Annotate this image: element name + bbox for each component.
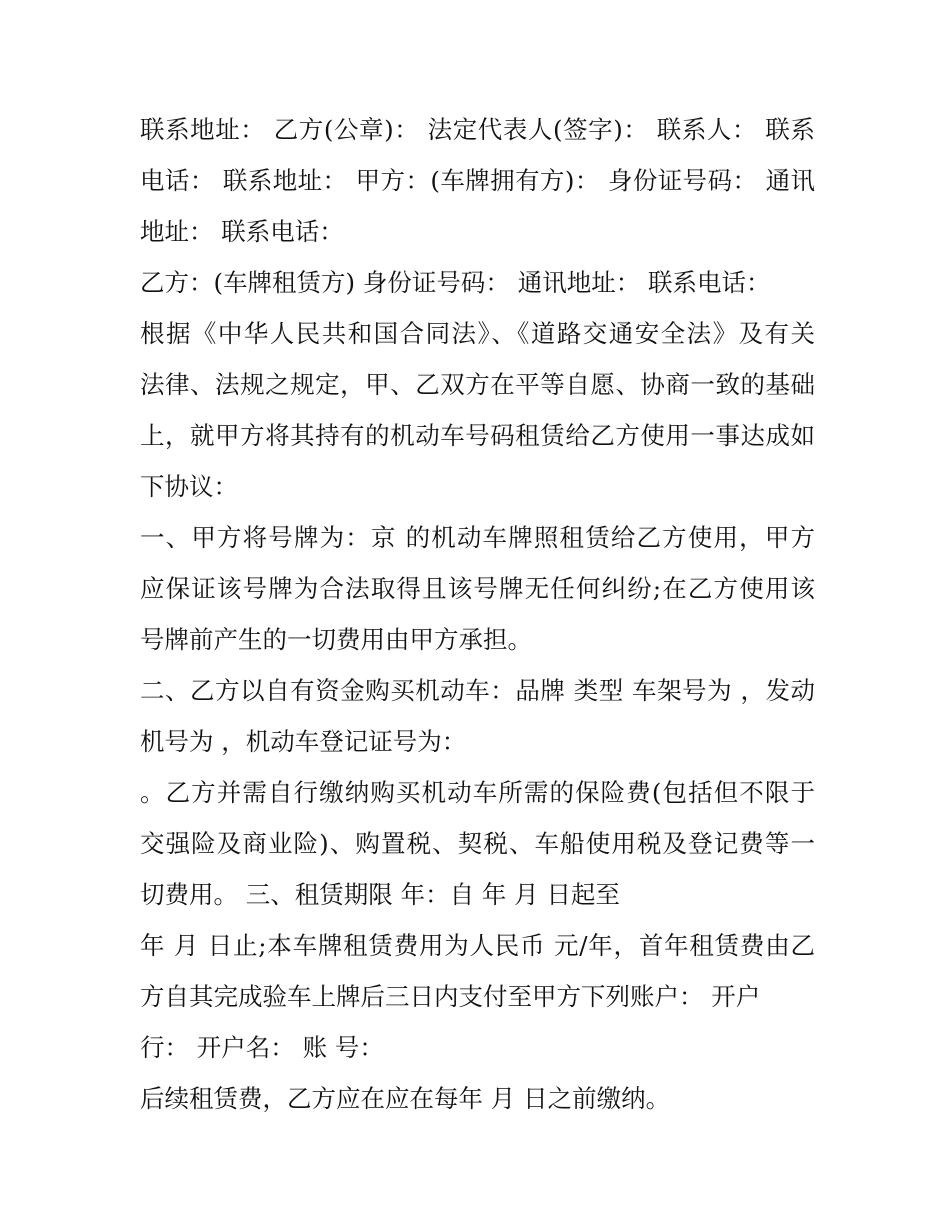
text-line: 方自其完成验车上牌后三日内支付至甲方下列账户： 开户 [140,982,761,1011]
text-line: 号牌前产生的一切费用由甲方承担。 [140,625,532,654]
text-line: 地址： 联系电话： [140,217,344,246]
text-line: 联系地址： 乙方(公章)： 法定代表人(签字)： 联系人： 联系 [140,115,815,144]
text-line: 机号为 ，机动车登记证号为： [140,727,467,756]
text-line: 二、乙方以自有资金购买机动车：品牌 类型 车架号为 ，发动 [140,676,815,705]
text-line: 上，就甲方将其持有的机动车号码租赁给乙方使用一事达成如 [140,421,815,450]
text-line: 切费用。 三、租赁期限 年：自 年 月 日起至 [140,880,620,909]
text-line: 下协议： [140,472,238,501]
text-line: 行： 开户名： 账 号： [140,1033,384,1062]
text-line: 年 月 日止;本车牌租赁费用为人民币 元/年，首年租赁费由乙 [140,931,815,960]
text-line: 。乙方并需自行缴纳购买机动车所需的保险费(包括但不限于 [140,778,815,807]
text-line: 法律、法规之规定，甲、乙双方在平等自愿、协商一致的基础 [140,370,815,399]
text-line: 电话： 联系地址： 甲方：(车牌拥有方)： 身份证号码： 通讯 [140,166,815,195]
text-line: 交强险及商业险)、购置税、契税、车船使用税及登记费等一 [140,829,815,858]
text-line: 根据《中华人民共和国合同法》、《道路交通安全法》及有关 [140,319,815,348]
text-line: 后续租赁费，乙方应在应在每年 月 日之前缴纳。 [140,1084,671,1113]
contract-body [140,104,815,1124]
text-line: 乙方：(车牌租赁方) 身份证号码： 通讯地址： 联系电话： [140,268,771,297]
text-line: 一、甲方将号牌为：京 的机动车牌照租赁给乙方使用，甲方 [140,523,815,552]
text-line: 应保证该号牌为合法取得且该号牌无任何纠纷;在乙方使用该 [140,574,815,603]
